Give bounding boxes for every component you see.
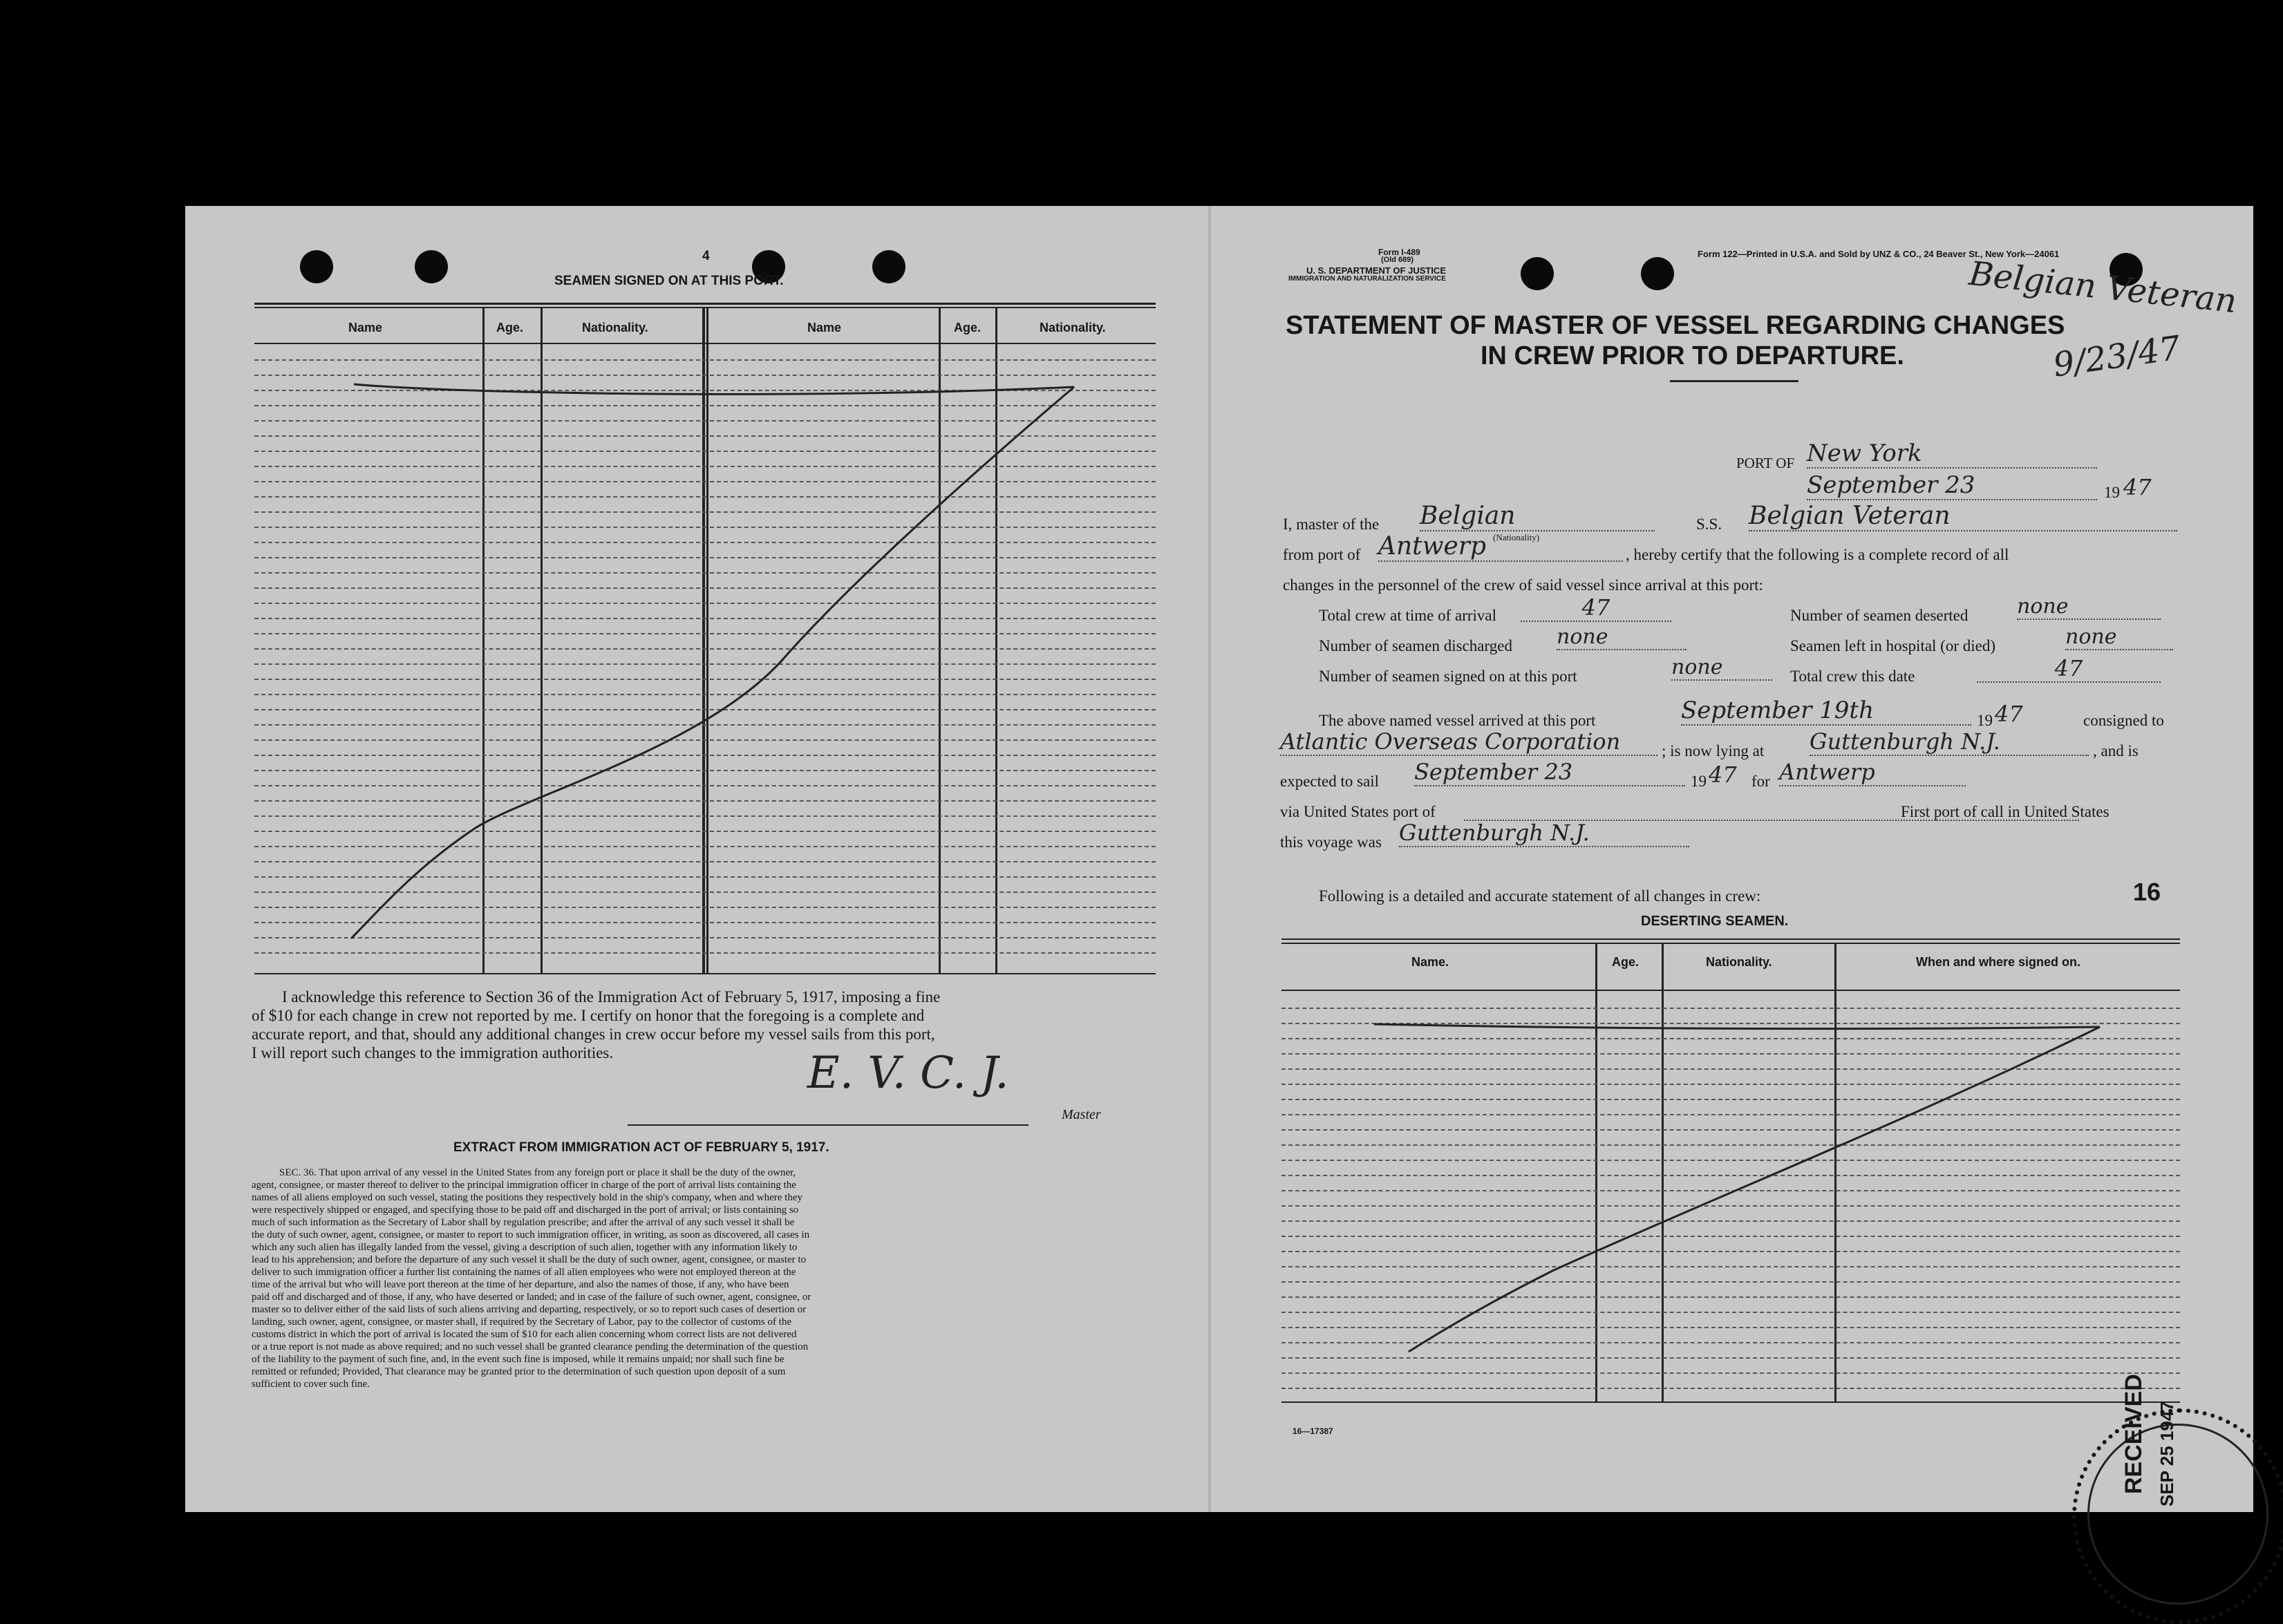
extract-line: which any such alien has illegally landed from the vessel, giving a description of such alien, together with any information likely to xyxy=(252,1242,798,1253)
received-stamp-inner xyxy=(2087,1424,2268,1605)
consigned-label: consigned to xyxy=(2083,712,2164,729)
col-header-name: Name. xyxy=(1411,955,1449,969)
arrived-year: 47 xyxy=(1995,701,2023,727)
deserted-label: Number of seamen deserted xyxy=(1790,607,1969,624)
extract-line: names of all aliens employed on such vessel, stating the positions they respectively hold in the ship's company, when and where they xyxy=(252,1192,802,1203)
discharged-value: none xyxy=(1557,625,1687,650)
col-header-age: Age. xyxy=(496,321,524,334)
expected-value: September 23 xyxy=(1414,759,1685,786)
extract-line: much of such information as the Secretary of Labor shall by regulation prescribe; and after the arrival of any such vessel it shall be xyxy=(252,1217,795,1228)
col-header-name: Name xyxy=(348,321,383,334)
total-crew-date-label: Total crew this date xyxy=(1790,668,1915,685)
extract-line: deliver to such immigration officer a further list containing the names of all alien employees who were not employed thereon at the xyxy=(252,1267,796,1278)
col-header-when-where: When and where signed on. xyxy=(1916,955,2081,969)
form-number: Form I-489 xyxy=(1378,247,1420,257)
extract-line: of the liability to the payment of such fine, and, in the event such fine is imposed, while it remains unpaid; nor shall such fine be xyxy=(252,1354,785,1365)
extract-line: landing, such owner, agent, consignee, or master shall, if required by the Secretary of Labor, pay to the collector of customs of the xyxy=(252,1316,792,1328)
col-header-nationality: Nationality. xyxy=(1706,955,1772,969)
extract-line: paid off and discharged and of those, if any, who have deserted or landed; and in case of the failure of such owner, agent, consignee, or xyxy=(252,1292,811,1303)
extract-title: EXTRACT FROM IMMIGRATION ACT OF FEBRUARY 5, 1917. xyxy=(453,1140,829,1155)
hospital-value: none xyxy=(2065,625,2173,650)
ack-text: of $10 for each change in crew not reported by me. I certify on honor that the foregoing is a complete and xyxy=(252,1007,925,1024)
footer-code: 16—17387 xyxy=(1293,1426,1333,1436)
extract-line: master so to deliver either of the said lists of such aliens arriving and departing, respectively, or so to report such cases of desertion or xyxy=(252,1304,807,1315)
date-value: September 23 xyxy=(1807,471,2097,500)
extract-line: SEC. 36. That upon arrival of any vessel in the United States from any foreign port or place it shall be the duty of the owner, xyxy=(279,1167,796,1178)
col-header-nationality: Nationality. xyxy=(582,321,648,334)
sail-year-prefix: 19 xyxy=(1691,773,1707,790)
extract-line: lead to his apprehension; and before the departure of any such vessel it shall be the duty of such owner, agent, consignee, or master to xyxy=(252,1254,807,1265)
margin-note: Belgian Veteran xyxy=(1967,254,2239,321)
for-value: Antwerp xyxy=(1779,759,1966,786)
extract-line: or a true report is not made as above required; and no such vessel shall be granted clearance pending the determination of the question xyxy=(252,1341,809,1352)
signed-on-value: none xyxy=(1671,655,1772,681)
port-of-label: PORT OF xyxy=(1736,455,1795,471)
ack-text: accurate report, and that, should any additional changes in crew occur before my vessel sails from this port, xyxy=(252,1026,935,1043)
extract-line: remitted or refunded; Provided, That clearance may be granted prior to the determination of such question upon deposit of a sum xyxy=(252,1366,786,1377)
nationality-caption: (Nationality) xyxy=(1493,532,1540,542)
consignee-value: Atlantic Overseas Corporation xyxy=(1280,728,1657,756)
ack-text: I acknowledge this reference to Section 36 of the Immigration Act of February 5, 1917, imposing a fine xyxy=(282,988,941,1005)
extract-line: sufficient to cover such fine. xyxy=(252,1379,370,1390)
sheet-number: 16 xyxy=(2133,878,2161,906)
extract-line: time of the arrival but who will leave port thereon at the time of her departure, and also the names of those, if any, who have been xyxy=(252,1279,789,1290)
col-header-nationality: Nationality. xyxy=(1040,321,1106,334)
nationality-value: Belgian xyxy=(1420,502,1655,531)
total-crew-arrival-value: 47 xyxy=(1521,594,1671,622)
document-sheet xyxy=(185,206,2253,1512)
voyage-label: this voyage was xyxy=(1280,833,1382,851)
ss-value: Belgian Veteran xyxy=(1749,502,2177,531)
year-value: 47 xyxy=(2123,474,2152,500)
stamp-received-text: RECEIVED xyxy=(2121,1374,2147,1494)
master-label: Master xyxy=(1062,1107,1101,1122)
arrived-label: The above named vessel arrived at this port xyxy=(1319,712,1596,729)
service: IMMIGRATION AND NATURALIZATION SERVICE xyxy=(1288,275,1446,283)
hospital-label: Seamen left in hospital (or died) xyxy=(1790,637,1996,654)
old-form-number: (Old 689) xyxy=(1381,256,1414,264)
extract-line: agent, consignee, or master thereof to deliver to the principal immigration officer in charge of the port of arrival lists containing the xyxy=(252,1180,796,1191)
changes-text: changes in the personnel of the crew of said vessel since arrival at this port: xyxy=(1283,576,1763,594)
for-label: for xyxy=(1751,773,1770,790)
voyage-value: Guttenburgh N.J. xyxy=(1399,820,1689,847)
lying-value: Guttenburgh N.J. xyxy=(1810,728,2089,756)
page-number: 4 xyxy=(702,249,710,263)
lying-label: ; is now lying at xyxy=(1662,742,1765,759)
ss-label: S.S. xyxy=(1696,516,1722,533)
and-is-label: , and is xyxy=(2093,742,2139,759)
col-header-name: Name xyxy=(807,321,842,334)
first-port-label: First port of call in United States xyxy=(1901,803,2110,820)
expected-label: expected to sail xyxy=(1280,773,1380,790)
certify-text: , hereby certify that the following is a complete record of all xyxy=(1626,546,2009,563)
form-title: IN CREW PRIOR TO DEPARTURE. xyxy=(1481,341,1904,370)
from-port-value: Antwerp xyxy=(1378,532,1623,562)
department: U. S. DEPARTMENT OF JUSTICE xyxy=(1306,265,1446,276)
master-of-label: I, master of the xyxy=(1283,516,1380,533)
extract-line: the duty of such owner, agent, consignee, or master to report to such immigration officer, in writing, as soon as discovered, all cases in xyxy=(252,1229,810,1240)
year-prefix: 19 xyxy=(2104,484,2120,501)
margin-note-date: 9/23/47 xyxy=(2051,328,2183,385)
col-header-age: Age. xyxy=(1612,955,1640,969)
printer-line: Form 122—Printed in U.S.A. and Sold by UNZ & CO., 24 Beaver St., New York—24061 xyxy=(1698,249,2060,259)
col-header-age: Age. xyxy=(954,321,981,334)
extract-line: customs district in which the port of arrival is located the sum of $10 for each alien concerning whom correct lists are not delivered xyxy=(252,1329,797,1340)
ack-text: I will report such changes to the immigration authorities. xyxy=(252,1044,614,1061)
via-label: via United States port of xyxy=(1280,803,1436,820)
arrived-year-prefix: 19 xyxy=(1977,712,1993,729)
signed-on-label: Number of seamen signed on at this port xyxy=(1319,668,1577,685)
total-crew-arrival-label: Total crew at time of arrival xyxy=(1319,607,1497,624)
stamp-date-text: SEP 25 1947 xyxy=(2157,1401,2177,1507)
table-title: SEAMEN SIGNED ON AT THIS PORT. xyxy=(554,274,784,288)
cancel-stroke xyxy=(185,206,2253,1512)
master-signature: E. V. C. J. xyxy=(807,1048,1009,1099)
from-port-label: from port of xyxy=(1283,546,1361,563)
discharged-label: Number of seamen discharged xyxy=(1319,637,1512,654)
total-crew-date-value: 47 xyxy=(1977,655,2161,683)
deserting-title: DESERTING SEAMEN. xyxy=(1641,914,1789,929)
sail-year: 47 xyxy=(1709,762,1737,788)
extract-line: were respectively shipped or engaged, and specifying those to be paid off and discharged in the port of arrival; or lists containing so xyxy=(252,1205,799,1216)
deserted-value: none xyxy=(2017,594,2161,620)
arrived-value: September 19th xyxy=(1681,697,1971,726)
following-text: Following is a detailed and accurate statement of all changes in crew: xyxy=(1319,887,1761,905)
form-title: STATEMENT OF MASTER OF VESSEL REGARDING CHANGES xyxy=(1286,311,2065,340)
port-of-value: New York xyxy=(1807,440,2097,469)
